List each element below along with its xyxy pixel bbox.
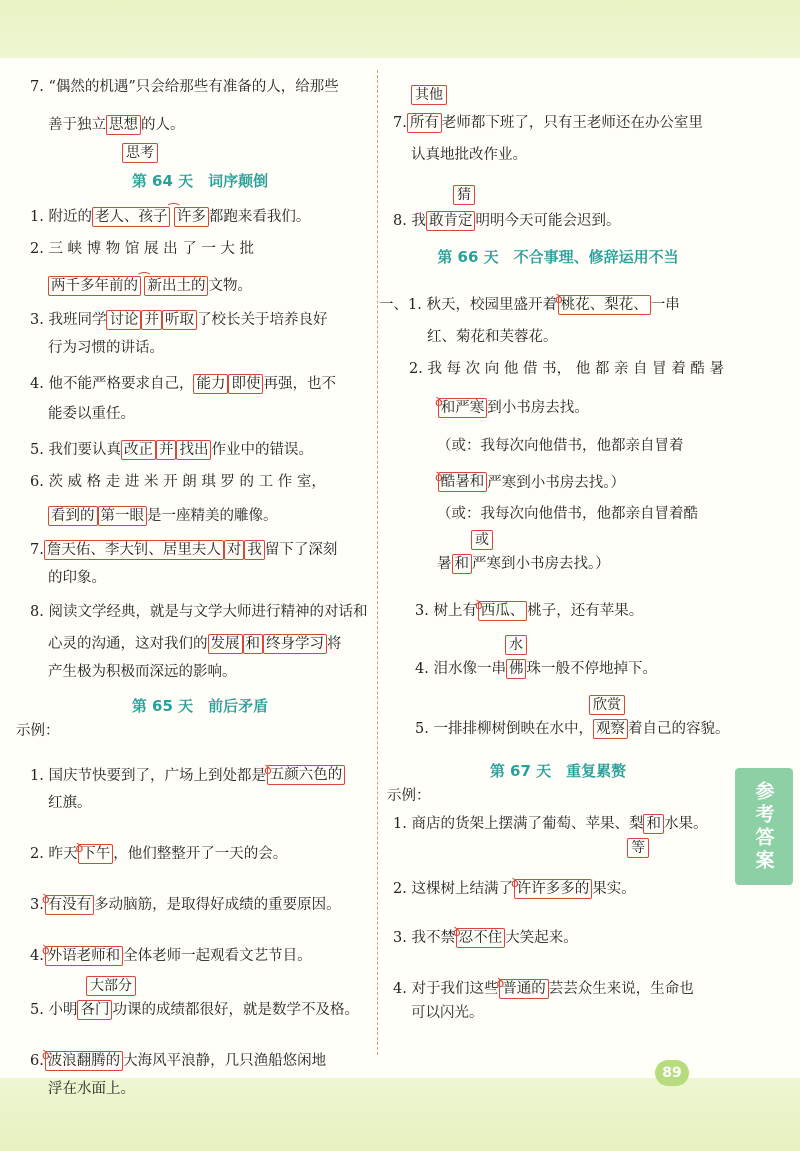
marked-word-box: 和 — [452, 554, 473, 574]
s67-item-4-line1: 4. 对于我们这些ꝺ普通的 芸芸众生来说，生命也 — [393, 973, 723, 1000]
s65-item-6-line1: 6.ꝺ波浪翻腾的 大海风平浪静，几只渔船悠闲地 — [30, 1045, 370, 1072]
marked-word-box: 改正 — [121, 440, 156, 460]
marked-word-box: 并 — [141, 310, 162, 330]
inserted-word: 其他 — [411, 85, 447, 105]
s66-or2-line1: （或：我每次向他借书，他都亲自冒着酷 — [437, 506, 698, 523]
delete-mark-icon: ꝺ — [263, 762, 269, 778]
inserted-word: 或 — [471, 530, 493, 550]
marked-word-box: 下午 — [78, 844, 113, 864]
s66-item-2-line2: ꝺ和严寒 到小书房去找。 — [393, 392, 723, 419]
s67-item-3: 3. 我不禁ꝺ忍不住 大笑起来。 — [393, 922, 723, 949]
s65-item-2: 2. 昨天ꝺ下午 ，他们整整开了一天的会。 — [30, 838, 370, 865]
marked-word-box: 并 — [156, 440, 177, 460]
delete-mark-icon: ꝺ — [435, 394, 440, 410]
marked-word-box: 老人、孩子 — [92, 207, 171, 227]
s64-item-8-line1: 8. 阅读文学经典，就是与文学大师进行精神的对话和 — [30, 603, 368, 620]
right-q7-line1: 7. 所有 老师都下班了，只有王老师还在办公室里 — [393, 115, 703, 131]
marked-word-box: 波浪翻腾的 — [45, 1051, 124, 1071]
right-q7-line2: 认真地批改作业。 — [411, 147, 527, 163]
marked-word-box: 桃花、梨花、 — [558, 295, 651, 315]
s67-item-1-insert — [393, 837, 723, 859]
marked-word-box: 和严寒 — [438, 398, 488, 418]
marked-word-box: 发展 — [208, 634, 243, 654]
s64-item-6-line2: 看到的 第一眼 是一座精美的雕像。 — [30, 505, 370, 527]
s65-example-label: 示例： — [16, 722, 60, 739]
s66-item-5: 5. 一排排柳树倒映在水中， 观察 着自己的容貌。 — [415, 721, 730, 738]
inserted-word: 欣赏 — [589, 695, 625, 715]
s65-item-1-line2: 红旗。 — [48, 795, 92, 812]
marked-word-box: 和 — [243, 634, 264, 654]
s66-item-1-line1: 一、1. 秋天，校园里盛开着ꝺ桃花、梨花、 一串 — [379, 289, 723, 316]
delete-mark-icon: ꝺ — [554, 292, 560, 307]
marked-word-box: 我 — [244, 540, 265, 560]
answer-key-side-tab: 参考答案 — [735, 768, 793, 885]
marked-word-box: 詹天佑、李大钊、居里夫人 — [44, 540, 224, 560]
inserted-word: 水 — [505, 635, 527, 655]
swap-mark-icon: ⁀ — [168, 204, 176, 219]
delete-mark-icon: ꝺ — [452, 925, 458, 941]
s66-item-3: 3. 树上有ꝺ西瓜、 桃子，还有苹果。 — [393, 595, 723, 622]
s67-item-1: 1. 商店的货架上摆满了葡萄、苹果、梨 和 水果。 — [393, 816, 708, 833]
marked-word-box: 外语老师和 — [45, 946, 124, 966]
s64-item-6-line1: 6. 茨 威 格 走 进 米 开 朗 琪 罗 的 工 作 室， — [30, 473, 326, 490]
s67-example-label: 示例： — [387, 788, 431, 805]
delete-mark-icon: ꝺ — [75, 841, 81, 857]
section-title-67: 第 67 天 重复累赘 — [489, 762, 627, 781]
marked-word-box: 终身学习 — [263, 634, 327, 654]
left-q7-line1: 7. “偶然的机遇”只会给那些有准备的人，给那些 — [30, 79, 339, 95]
marked-word-box: 许多 — [174, 207, 209, 227]
s65-item-6-line2: 浮在水面上。 — [48, 1080, 135, 1097]
section-title-64: 第 64 天 词序颠倒 — [131, 172, 269, 190]
marked-word-box: 有没有 — [45, 895, 95, 915]
delete-mark-icon: ꝺ — [496, 975, 502, 991]
s65-item-4: 4.ꝺ外语老师和 全体老师一起观看文艺节目。 — [30, 940, 370, 967]
delete-mark-icon: ꝺ — [474, 598, 480, 614]
marked-word-box: 观察 — [593, 719, 628, 739]
page-number: 89 — [655, 1060, 689, 1086]
s64-item-8-line2: 心灵的沟通，这对我们的 发展 和 终身学习 将 — [48, 635, 342, 652]
marked-word-box: 能力 — [193, 374, 228, 394]
marked-word-box: 看到的 — [48, 506, 98, 526]
inserted-word: 等 — [627, 838, 649, 858]
s64-item-5: 5. 我们要认真 改正 并 找出 作业中的错误。 — [30, 441, 313, 458]
s64-item-7-line1: 7. 詹天佑、李大钊、居里夫人 对 我 留下了深刻 — [30, 541, 338, 558]
marked-word-box: 五颜六色的 — [267, 765, 346, 785]
left-column — [16, 68, 370, 1100]
top-band — [0, 0, 800, 58]
s66-item-4-insert — [393, 634, 723, 656]
s65-item-3: 3.ꝺ有没有 多动脑筋，是取得好成绩的重要原因。 — [30, 889, 370, 916]
s66-or1-line1: （或：我每次向他借书，他都亲自冒着 — [437, 437, 684, 454]
marked-word-box: 即使 — [228, 374, 263, 394]
s66-item-1-line2: 红、菊花和芙蓉花。 — [427, 328, 558, 345]
delete-mark-icon: ꝺ — [435, 469, 440, 485]
s64-item-3-line1: 3. 我班同学 讨论 并 听取 了校长关于培养良好 — [30, 311, 328, 328]
s64-item-3-line2: 行为习惯的讲话。 — [48, 339, 164, 356]
left-q7-line2: 善于独立 思想 的人。 — [48, 117, 185, 133]
s67-item-4-line2: 可以闪光。 — [411, 1004, 484, 1021]
marked-word-box: 普通的 — [499, 979, 549, 999]
column-divider — [377, 70, 378, 1055]
delete-mark-icon: ꝺ — [41, 892, 47, 908]
marked-word-box: 新出土的 — [144, 276, 208, 296]
marked-word-box: 两千多年前的 — [48, 276, 141, 296]
delete-mark-icon: ꝺ — [41, 1047, 47, 1063]
marked-word-box: 讨论 — [106, 310, 141, 330]
marked-word-box: 酷暑和 — [438, 472, 488, 492]
s64-item-1: 1. 附近的 老人、孩子⁀许多 都跑来看我们。 — [30, 201, 370, 228]
s66-item-2-line1: 2. 我 每 次 向 他 借 书， 他 都 亲 自 冒 着 酷 暑 — [409, 360, 724, 377]
right-q7-insert — [393, 84, 723, 106]
marked-word-box: 和 — [643, 814, 664, 834]
s65-item-5-insert — [30, 975, 370, 997]
delete-mark-icon: ꝺ — [510, 876, 516, 892]
marked-word-box: 西瓜、 — [478, 601, 528, 621]
marked-word-box: 第一眼 — [98, 506, 148, 526]
marked-word-box: 对 — [224, 540, 245, 560]
marked-word-box: 佛 — [506, 659, 527, 679]
s66-or1-line2: ꝺ酷暑和 严寒到小书房去找。） — [393, 467, 723, 494]
marked-word-box: 许许多多的 — [514, 879, 593, 899]
marked-word-box: 各门 — [77, 1000, 112, 1020]
s64-item-4-line1: 4. 他不能严格要求自己， 能力 即使 再强，也不 — [30, 375, 336, 392]
s64-item-8-line3: 产生极为积极而深远的影响。 — [48, 663, 237, 680]
marked-word-box: 敢肯定 — [426, 211, 476, 231]
right-column — [379, 68, 730, 1024]
s64-item-7-line2: 的印象。 — [48, 569, 106, 586]
s67-item-2: 2. 这棵树上结满了ꝺ许许多多的 果实。 — [393, 873, 723, 900]
marked-word-box: 听取 — [162, 310, 197, 330]
marked-word-box: 所有 — [407, 113, 442, 133]
right-q8-insert — [393, 184, 723, 206]
s64-item-2-line2: 两千多年前的⁀新出土的 文物。 — [30, 270, 370, 297]
delete-mark-icon: ꝺ — [41, 943, 47, 959]
marked-word-box: 找出 — [176, 440, 211, 460]
section-title-65: 第 65 天 前后矛盾 — [131, 696, 269, 715]
s66-or2-line2: 暑 和 严寒到小书房去找。） — [437, 556, 610, 573]
inserted-word: 猜 — [453, 185, 475, 205]
left-q7-insert — [30, 142, 370, 164]
swap-mark-icon: ⁀ — [139, 272, 147, 288]
inserted-word: 思考 — [122, 143, 158, 163]
s65-item-5: 5. 小明 各门 功课的成绩都很好，就是数学不及格。 — [30, 1001, 359, 1018]
s65-item-1-line1: 1. 国庆节快要到了，广场上到处都是ꝺ五颜六色的 — [30, 760, 370, 787]
right-q8: 8. 我 敢肯定 明明今天可能会迟到。 — [393, 213, 621, 229]
section-title-66: 第 66 天 不合事理、修辞运用不当 — [437, 248, 679, 266]
deleted-word-box: 思想 — [106, 115, 141, 135]
s64-item-2-line1: 2. 三 峡 博 物 馆 展 出 了 一 大 批 — [30, 240, 255, 257]
s66-item-5-insert — [393, 694, 723, 716]
s66-item-4: 4. 泪水像一串 佛 珠一般不停地掉下。 — [415, 661, 657, 678]
marked-word-box: 忍不住 — [456, 928, 506, 948]
s66-or2-insert — [393, 529, 723, 551]
s64-item-4-line2: 能委以重任。 — [48, 405, 135, 422]
inserted-word: 大部分 — [86, 976, 136, 996]
